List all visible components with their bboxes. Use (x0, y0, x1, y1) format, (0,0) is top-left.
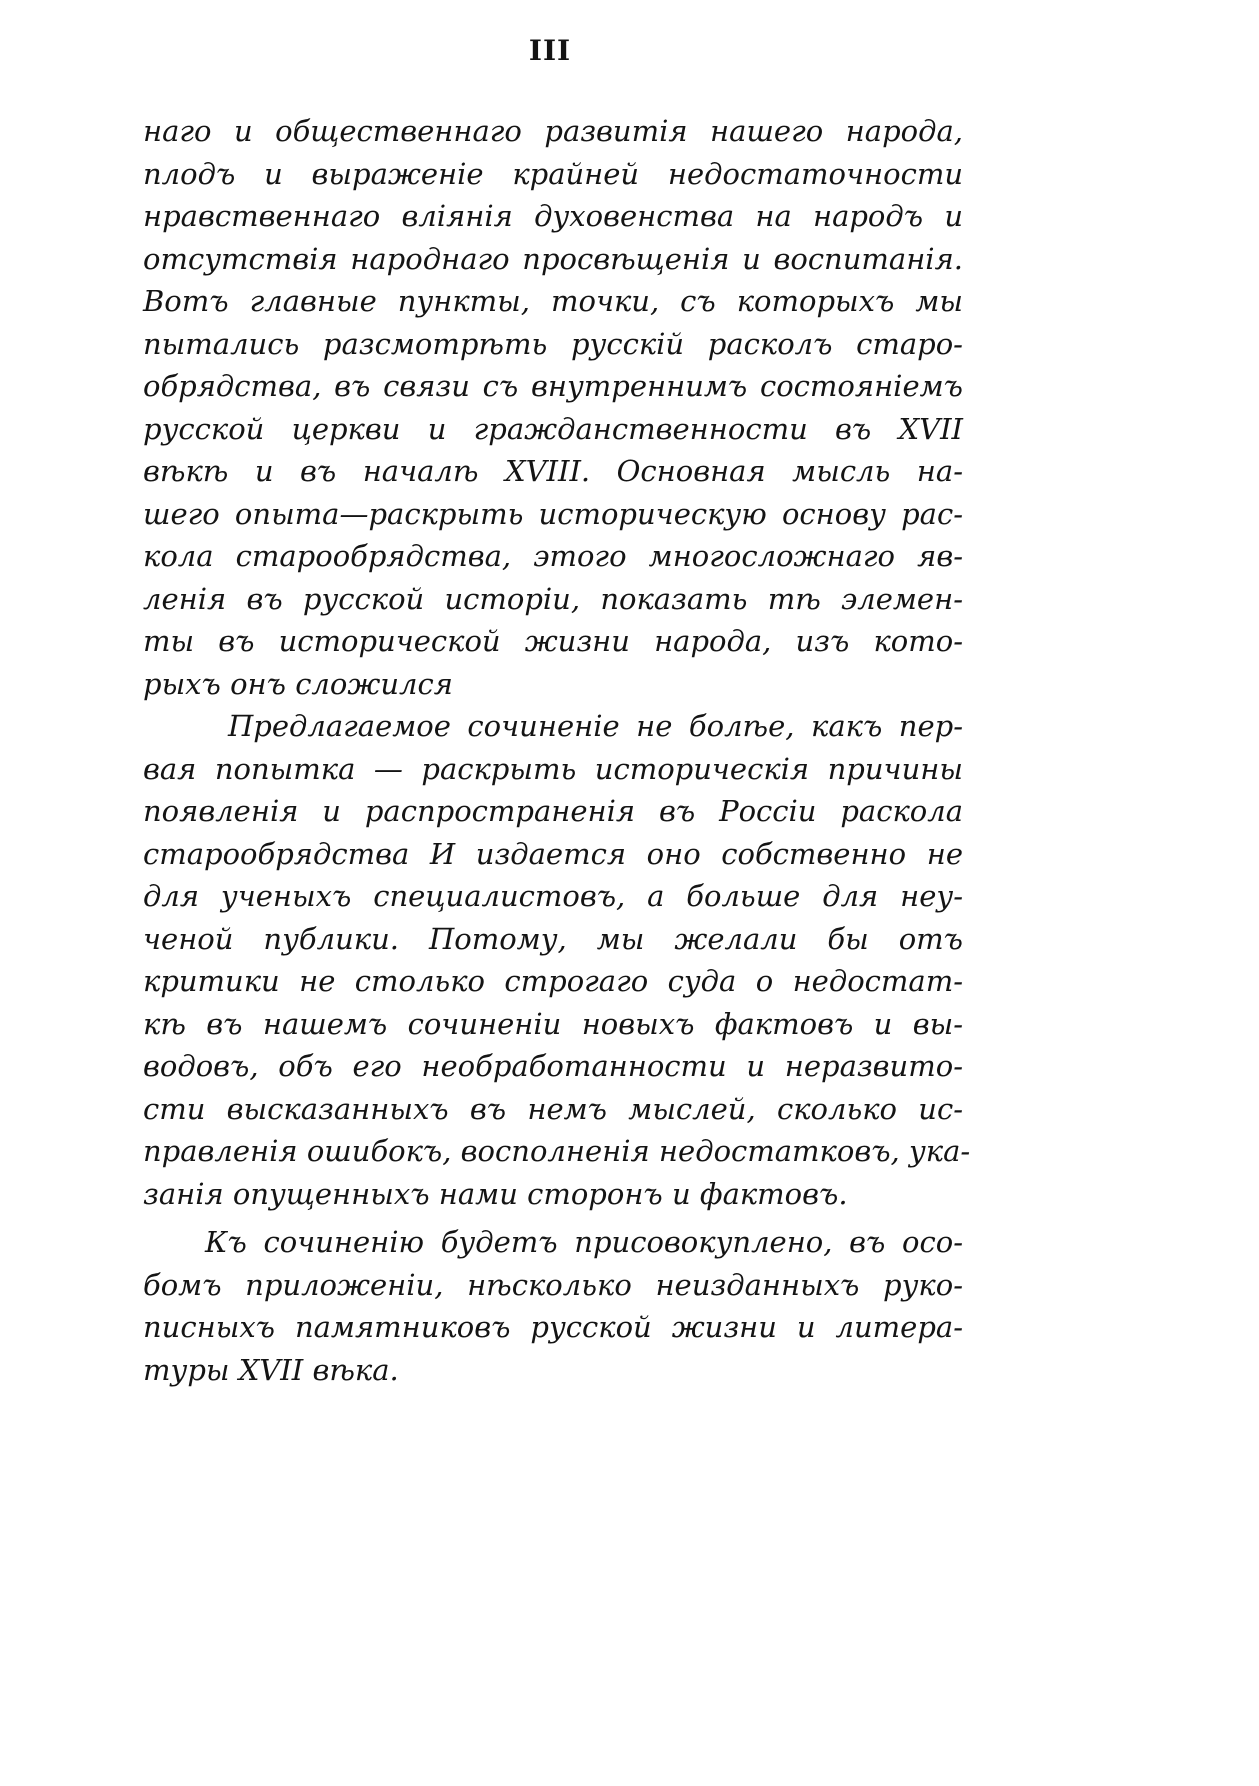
text-line: нравственнаго вліянія духовенства на народъ и (143, 199, 963, 233)
paragraph-2 (143, 705, 971, 1215)
text-line: сти высказанныхъ въ немъ мыслей, сколько ис- (143, 1091, 963, 1126)
text-line: критики не столько строгаго суда о недостат- (143, 964, 963, 998)
text-line: вѣкѣ и въ началѣ XVIII. Основная мысль на- (143, 454, 963, 488)
text-line: пытались разсмотрѣть русскій расколъ старо- (143, 326, 963, 361)
text-line: ты въ исторической жизни народа, изъ кото- (143, 624, 963, 658)
text-line: отсутствія народнаго просвѣщенія и воспитанія. (143, 241, 963, 276)
text-line: занія опущенныхъ нами сторонъ и фактовъ. (143, 1176, 848, 1211)
body-text (143, 110, 971, 1391)
paragraph-1 (143, 110, 963, 705)
text-line: водовъ, объ его необработанности и неразвито- (143, 1049, 963, 1083)
text-line: туры XVII вѣка. (143, 1352, 399, 1387)
text-line: правленія ошибокъ, восполненія недостатковъ, ука- (143, 1134, 971, 1168)
text-line: Предлагаемое сочиненіе не болѣе, какъ пер- (228, 709, 963, 743)
text-line: русской церкви и гражданственности въ XVII (143, 411, 963, 446)
text-line: плодъ и выраженіе крайней недостаточности (143, 156, 963, 191)
text-line: Вотъ главные пункты, точки, съ которыхъ мы (143, 284, 963, 318)
text-line: бомъ приложеніи, нѣсколько неизданныхъ руко- (143, 1267, 963, 1302)
text-line: появленія и распространенія въ Россіи раскола (143, 794, 963, 828)
text-line: вая попытка — раскрыть историческія причины (143, 751, 963, 786)
text-line: старообрядства И издается оно собственно не (143, 836, 963, 871)
text-line: ченой публики. Потому, мы желали бы отъ (143, 921, 963, 956)
text-line: Къ сочиненію будетъ присовокуплено, въ осо- (205, 1225, 963, 1259)
page-number: III (528, 34, 572, 67)
text-line: наго и общественнаго развитія нашего народа, (143, 114, 963, 148)
text-line: писныхъ памятниковъ русской жизни и литера- (143, 1310, 963, 1344)
text-line: для ученыхъ специалистовъ, а больше для неу- (143, 879, 963, 913)
paragraph-3 (143, 1221, 963, 1391)
text-line: шего опыта—раскрыть историческую основу рас- (143, 496, 963, 531)
text-line: кола старообрядства, этого многосложнаго яв- (143, 539, 963, 573)
text-line: кѣ въ нашемъ сочиненіи новыхъ фактовъ и вы- (143, 1006, 963, 1041)
text-line: ленія въ русской исторіи, показать тѣ элемен- (143, 581, 963, 616)
text-line: рыхъ онъ сложился (143, 666, 453, 701)
text-line: обрядства, въ связи съ внутреннимъ состояніемъ (143, 369, 963, 403)
